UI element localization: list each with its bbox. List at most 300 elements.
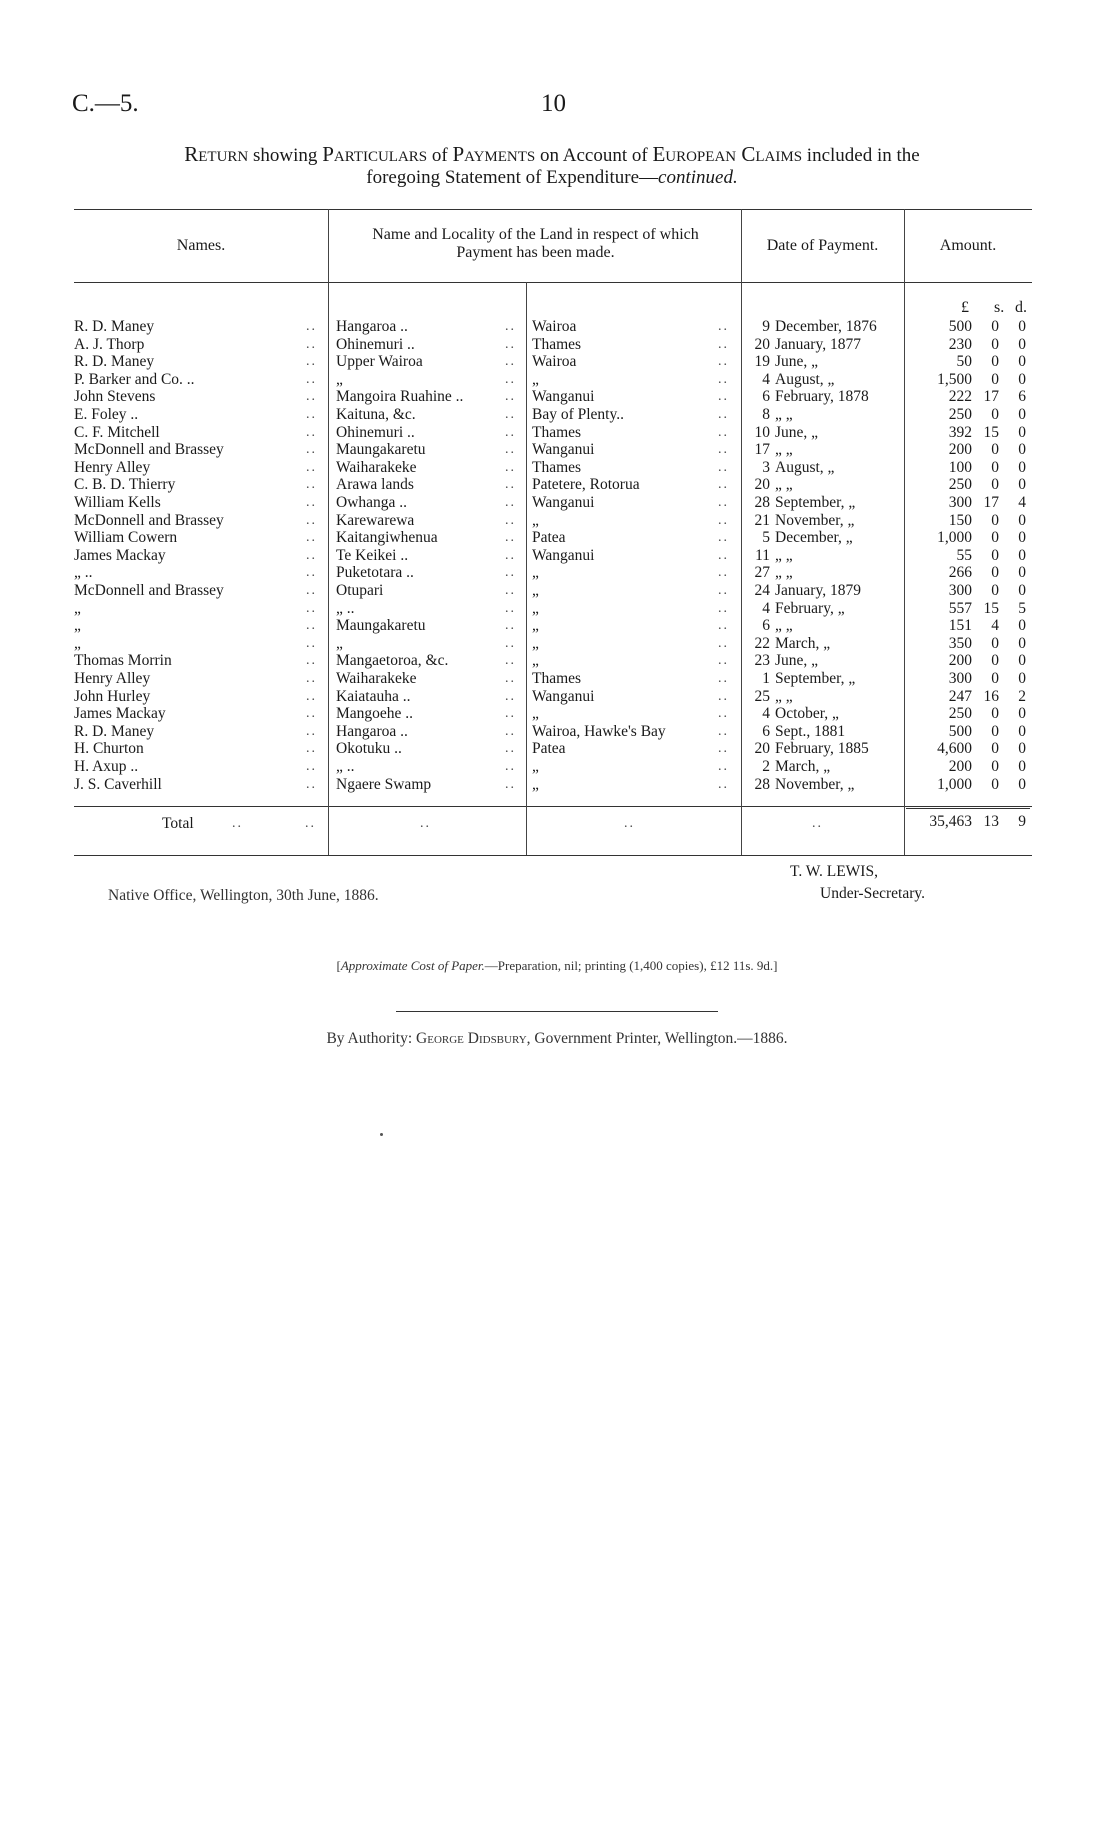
total-land-dots: .. [420,816,431,831]
dots-locality: .. [718,635,729,651]
total-label: Total [162,815,194,832]
dots-locality: .. [718,459,729,475]
cell-pence: 0 [1018,670,1026,687]
document-title [72,143,1032,189]
dots-land: .. [505,583,516,598]
cell-shillings: 0 [991,775,999,793]
cell-land: Waiharakeke [336,458,417,476]
cell-date-day: 28 [754,775,770,793]
dots-names: .. [306,600,317,616]
cell-land: Otupari [336,582,384,599]
cell-name: James Mackay [74,546,166,564]
cell-date-month: February, „ [775,599,845,617]
cost-note: [Approximate Cost of Paper.—Preparation, nil; printing (1,400 copies), £12 11s. 9d.] [336,958,778,973]
dots-names: .. [306,547,317,563]
cell-pence: 0 [1018,722,1026,740]
dots-names: .. [306,671,317,686]
cell-shillings: 0 [991,318,999,335]
cell-date-month: „ „ [775,687,793,705]
total-pounds: 35,463 [929,813,972,830]
dots-land: .. [505,407,516,422]
cell-shillings: 0 [991,546,999,564]
cell-date-month: June, „ [775,423,819,441]
cell-land: Arawa lands [336,476,414,494]
title-word-particulars: Particulars [322,142,428,166]
cell-shillings: 0 [991,441,999,459]
cell-shillings: 0 [991,705,999,723]
cell-shillings: 0 [991,370,999,388]
dots-names: .. [306,512,317,528]
cell-locality: Thames [532,458,582,476]
cell-shillings: 0 [991,582,999,599]
cell-date-month: November, „ [775,511,855,529]
dots-names: .. [306,723,317,739]
dots-names: .. [306,319,317,334]
dots-locality: .. [718,512,729,528]
cell-date-day: 6 [762,617,770,635]
cell-locality: „ [532,599,539,617]
cell-land: Owhanga .. [336,494,408,511]
cell-pounds: 350 [948,634,972,652]
cell-name: J. S. Caverhill [74,775,162,793]
cell-pence: 0 [1018,705,1026,723]
cell-land: Ngaere Swamp [336,775,432,793]
dots-locality: .. [718,583,729,598]
dots-land: .. [505,389,516,405]
cell-pounds: 250 [948,476,972,494]
cell-locality: „ [532,705,539,723]
cell-land: Te Keikei .. [336,546,409,564]
dots-names: .. [306,635,317,651]
cell-land: Kaitangiwhenua [336,529,438,547]
dots-locality: .. [718,442,729,458]
cell-land: Mangoehe .. [336,705,414,723]
cell-date-month: „ „ [775,617,793,635]
dots-land: .. [505,618,516,634]
dots-land: .. [505,547,516,563]
cell-date-day: 3 [762,458,770,476]
dots-locality: .. [718,723,729,739]
total-pence: 9 [1018,813,1026,830]
cell-date-month: „ „ [775,476,793,494]
cell-locality: „ [532,652,539,670]
cell-name: William Kells [74,494,161,511]
cell-pence: 0 [1018,318,1026,335]
dots-locality: .. [718,407,729,422]
cell-land: Mangoira Ruahine .. [336,388,464,406]
cell-pounds: 250 [948,406,972,423]
title-word-of: of [431,145,448,166]
cell-pounds: 4,600 [937,740,972,758]
dots-land: .. [505,776,516,792]
dots-names: .. [306,371,317,387]
cell-date-month: December, 1876 [775,318,877,335]
cell-land: Okotuku .. [336,740,402,758]
cell-locality: Wanganui [532,546,595,564]
cell-date-month: „ „ [775,546,793,564]
cell-date-day: 2 [762,758,770,775]
cell-land: Maungakaretu [336,617,426,635]
cell-pounds: 250 [948,705,972,723]
dots-names: .. [306,776,317,792]
dots-names: .. [306,565,317,581]
cell-date-day: 5 [762,529,770,547]
cell-name: R. D. Maney [74,722,155,740]
cell-name: Henry Alley [74,670,151,687]
cell-date-month: „ „ [775,406,793,423]
dots-land: .. [505,653,516,669]
cell-locality: Wanganui [532,687,595,705]
cell-land: Puketotara .. [336,564,414,582]
cell-date-day: 9 [762,318,770,335]
dots-land: .. [505,600,516,616]
cell-date-day: 21 [754,511,770,529]
dots-land: .. [505,759,516,774]
table-header-rule [74,282,1032,283]
dots-locality: .. [718,565,729,581]
dots-names: .. [306,442,317,458]
cell-shillings: 0 [991,476,999,494]
cell-pounds: 150 [948,511,972,529]
office-date-line: Native Office, Wellington, 30th June, 1886. [108,887,379,904]
cell-shillings: 0 [991,529,999,547]
authority-rule [396,1011,718,1012]
cell-pounds: 266 [948,564,972,582]
dots-land: .. [505,635,516,651]
cell-name: McDonnell and Brassey [74,441,224,459]
cell-pounds: 200 [948,652,972,670]
dots-locality: .. [718,336,729,352]
cell-pence: 0 [1018,441,1026,459]
dots-names: .. [306,495,317,510]
cell-pence: 0 [1018,582,1026,599]
cell-date-month: September, „ [775,670,856,687]
cell-shillings: 0 [991,758,999,775]
cell-date-day: 20 [754,476,770,494]
dots-locality: .. [718,354,729,370]
dots-land: .. [505,512,516,528]
cell-pounds: 300 [948,670,972,687]
cell-shillings: 0 [991,634,999,652]
cell-pounds: 300 [948,582,972,599]
cell-locality: Thames [532,423,582,441]
currency-pounds: £ [961,299,969,316]
cell-pence: 0 [1018,406,1026,423]
dots-locality: .. [718,759,729,774]
cell-locality: „ [532,758,539,775]
cell-shillings: 0 [991,722,999,740]
cell-land: Karewarewa [336,511,415,529]
total-date-dots: .. [812,816,823,831]
cell-date-month: January, 1879 [775,582,861,599]
dots-land: .. [505,336,516,352]
cell-date-day: 22 [754,634,770,652]
currency-pence: d. [1015,299,1027,316]
table-total-rule [74,806,1032,807]
dots-locality: .. [718,671,729,686]
dots-land: .. [505,371,516,387]
dots-locality: .. [718,688,729,704]
cost-label: Approximate Cost of Paper. [340,958,485,973]
cell-locality: „ [532,582,539,599]
cell-locality: Thames [532,670,582,687]
cell-pence: 0 [1018,775,1026,793]
cell-locality: „ [532,370,539,388]
total-locality-dots: .. [624,816,635,831]
dots-land: .. [505,459,516,475]
cell-date-day: 25 [754,687,770,705]
cell-date-month: September, „ [775,494,856,511]
cell-date-day: 4 [762,599,770,617]
cell-date-day: 27 [754,564,770,582]
cell-date-month: February, 1885 [775,740,869,758]
cell-name: „ [74,599,81,617]
cell-date-day: 1 [762,670,770,687]
dots-land: .. [505,688,516,704]
cell-land: Waiharakeke [336,670,417,687]
dots-locality: .. [718,530,729,546]
dots-locality: .. [718,618,729,634]
dots-land: .. [505,495,516,510]
dots-locality: .. [718,477,729,493]
cell-land: Ohinemuri .. [336,335,415,353]
dots-names: .. [306,389,317,405]
cell-pence: 2 [1018,687,1026,705]
authority-pre: By Authority: [326,1030,413,1047]
cell-name: C. F. Mitchell [74,423,160,441]
header-names: Names. [176,237,226,254]
cell-land: Upper Wairoa [336,353,423,371]
cell-land: Mangaetoroa, &c. [336,652,449,670]
cell-pounds: 247 [948,687,972,705]
cell-name: „ [74,634,81,652]
dots-names: .. [306,354,317,370]
cell-locality: Patetere, Rotorua [532,476,640,494]
cell-pence: 0 [1018,634,1026,652]
cell-pence: 0 [1018,353,1026,371]
dots-names: .. [306,530,317,546]
dots-names: .. [306,706,317,722]
cell-pounds: 500 [948,318,972,335]
cell-land: Kaituna, &c. [336,406,416,423]
dots-names: .. [306,688,317,704]
dots-names: .. [306,459,317,475]
cell-date-month: March, „ [775,758,831,775]
dots-land: .. [505,442,516,458]
cell-pounds: 200 [948,441,972,459]
page-reference: C.—5. [72,90,139,117]
cell-name: John Hurley [74,687,151,705]
header-date: Date of Payment. [766,237,879,254]
cell-date-month: November, „ [775,775,855,793]
cell-date-month: January, 1877 [775,335,861,353]
cell-locality: Wanganui [532,494,595,511]
cell-pounds: 1,000 [937,529,972,547]
cell-land: Hangaroa .. [336,722,408,740]
cell-locality: Patea [532,529,566,547]
cell-pence: 4 [1018,494,1026,511]
cell-date-day: 20 [754,740,770,758]
title-line2: foregoing Statement of Expenditure— [366,167,659,188]
cell-shillings: 0 [991,740,999,758]
cell-shillings: 0 [991,406,999,423]
cell-date-month: October, „ [775,705,839,723]
authority-printer: George Didsbury, [416,1030,531,1047]
cell-pounds: 230 [948,335,972,353]
cell-date-day: 17 [754,441,770,459]
cell-shillings: 0 [991,652,999,670]
cell-locality: Bay of Plenty.. [532,406,624,423]
cell-pence: 0 [1018,529,1026,547]
cell-land: Kaiatauha .. [336,687,411,705]
cell-pounds: 222 [948,388,972,406]
cell-name: McDonnell and Brassey [74,582,224,599]
dots-locality: .. [718,776,729,792]
dots-names: .. [306,741,317,757]
cell-locality: Wanganui [532,441,595,459]
cell-land: Ohinemuri .. [336,423,415,441]
dots-names: .. [306,407,317,422]
cell-date-month: June, „ [775,353,819,371]
cell-date-month: August, „ [775,370,835,388]
cell-name: Thomas Morrin [74,652,172,670]
dots-locality: .. [718,371,729,387]
col-divider-date [741,209,742,855]
cell-pounds: 392 [948,423,972,441]
cell-pence: 0 [1018,370,1026,388]
dots-land: .. [505,723,516,739]
cell-name: Henry Alley [74,458,151,476]
cell-name: „ .. [74,564,93,582]
dots-names: .. [306,583,317,598]
cell-date-day: 6 [762,388,770,406]
cell-pounds: 300 [948,494,972,511]
dots-names: .. [306,424,317,440]
cell-locality: „ [532,634,539,652]
cell-date-day: 19 [754,353,770,371]
dots-land: .. [505,706,516,722]
dots-land: .. [505,477,516,493]
cell-pence: 0 [1018,758,1026,775]
dots-land: .. [505,354,516,370]
cell-name: A. J. Thorp [74,335,145,353]
cell-pence: 0 [1018,511,1026,529]
cell-name: H. Axup .. [74,758,139,775]
dots-names: .. [306,336,317,352]
cell-pence: 0 [1018,423,1026,441]
title-word-showing: showing [253,145,318,166]
printer-authority [0,1030,1114,1048]
cell-name: C. B. D. Thierry [74,476,176,494]
cell-date-day: 6 [762,722,770,740]
cell-date-day: 4 [762,705,770,723]
cell-pounds: 1,500 [937,370,972,388]
cell-land: Maungakaretu [336,441,426,459]
title-word-european-claims: European Claims [652,142,803,166]
cell-pounds: 100 [948,458,972,476]
signatory-title: Under-Secretary. [820,885,925,902]
table-bottom-rule [74,855,1032,856]
signatory-name: T. W. LEWIS, [790,863,878,880]
cell-locality: Wanganui [532,388,595,406]
cell-date-month: December, „ [775,529,853,547]
cell-locality: Wairoa, Hawke's Bay [532,722,666,740]
dots-locality: .. [718,600,729,616]
title-word-included: included in the [806,145,920,166]
cell-pounds: 557 [948,599,972,617]
cell-pounds: 50 [956,353,972,371]
cell-name: E. Foley .. [74,406,139,423]
header-land: Name and Locality of the Land in respect of which Payment has been made. [372,226,699,261]
cell-shillings: 0 [991,458,999,476]
cell-land: „ [336,370,343,388]
cell-date-day: 24 [754,582,770,599]
cell-pence: 0 [1018,740,1026,758]
cell-locality: „ [532,617,539,635]
cost-text: —Preparation, nil; printing (1,400 copies), £12 11s. 9d. [484,958,774,973]
cell-date-month: „ „ [775,441,793,459]
cell-pence: 5 [1018,599,1026,617]
cell-locality: „ [532,564,539,582]
cell-name: „ [74,617,81,635]
cell-date-month: March, „ [775,634,831,652]
cell-name: H. Churton [74,740,144,758]
dots-locality: .. [718,319,729,334]
cell-pence: 0 [1018,546,1026,564]
dots-locality: .. [718,424,729,440]
cell-pence: 0 [1018,458,1026,476]
cell-shillings: 0 [991,670,999,687]
total-dots-2: .. [305,816,316,831]
cell-shillings: 15 [983,599,999,617]
cell-pence: 0 [1018,476,1026,494]
authority-post: Government Printer, Wellington.—1886. [534,1030,788,1047]
total-shillings: 13 [983,813,999,830]
col-divider-names [328,209,329,855]
print-speck [380,1133,383,1136]
cell-pounds: 500 [948,722,972,740]
cell-date-month: Sept., 1881 [775,722,846,740]
cell-date-month: August, „ [775,458,835,476]
cell-pounds: 200 [948,758,972,775]
dots-locality: .. [718,495,729,510]
cell-shillings: 17 [983,494,999,511]
cell-date-month: „ „ [775,564,793,582]
table-top-rule [74,209,1032,210]
cell-land: „ .. [336,758,355,775]
dots-locality: .. [718,547,729,563]
dots-locality: .. [718,389,729,405]
title-word-on-account: on Account of [540,145,648,166]
cell-land: „ [336,634,343,652]
dots-land: .. [505,671,516,686]
cell-date-month: June, „ [775,652,819,670]
cell-date-day: 8 [762,406,770,423]
dots-land: .. [505,530,516,546]
cell-date-month: February, 1878 [775,388,869,406]
cell-shillings: 15 [983,423,999,441]
cell-pence: 0 [1018,617,1026,635]
cell-name: McDonnell and Brassey [74,511,224,529]
col-divider-amount [904,209,905,855]
cell-pounds: 151 [948,617,972,635]
table-amount-total-rule [906,808,1030,809]
dots-land: .. [505,319,516,334]
dots-locality: .. [718,653,729,669]
cell-name: R. D. Maney [74,318,155,335]
cell-land: „ .. [336,599,355,617]
title-continued: continued. [658,167,738,188]
